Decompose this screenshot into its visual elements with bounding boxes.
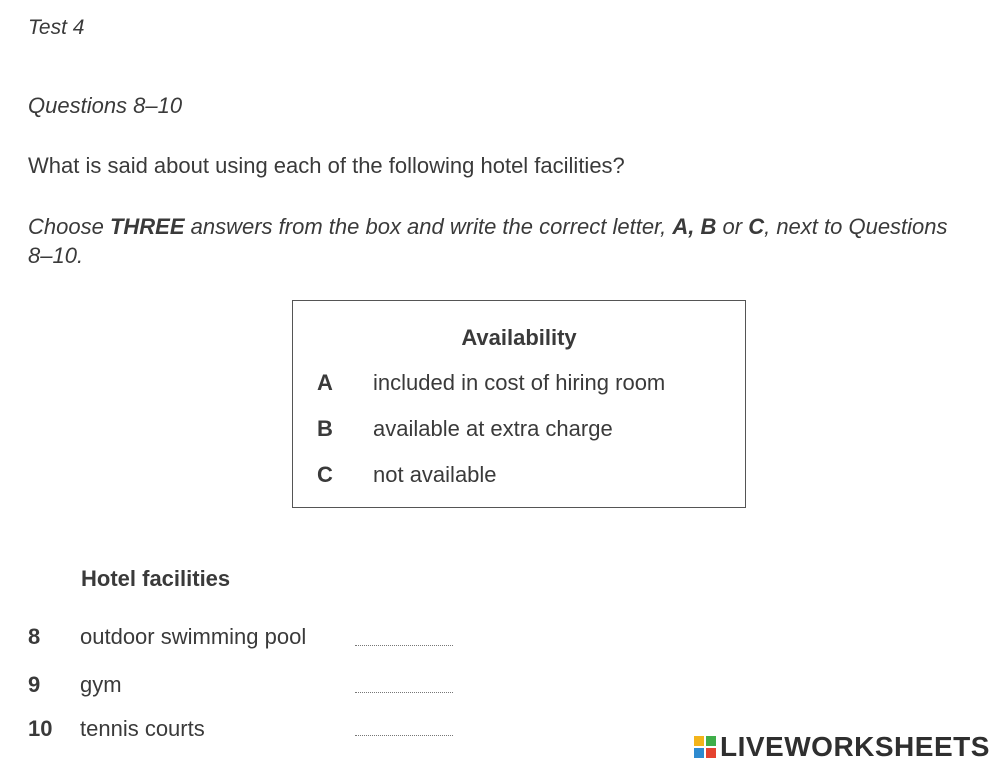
instruction-part: or (716, 214, 749, 239)
answer-blank-9[interactable] (355, 692, 453, 693)
option-letter: B (317, 416, 333, 441)
question-number: 8 (28, 624, 41, 649)
instruction-emphasis: A, B (672, 214, 717, 239)
availability-box (292, 300, 746, 508)
question-text: gym (80, 672, 122, 697)
instruction-emphasis: THREE (109, 214, 185, 239)
question-row-8 (28, 624, 306, 650)
question-number: 9 (28, 672, 41, 697)
question-row-9 (28, 672, 122, 698)
instruction-text (28, 212, 978, 270)
answer-blank-10[interactable] (355, 735, 453, 736)
instruction-part: Choose (28, 214, 110, 239)
facilities-heading: Hotel facilities (81, 566, 231, 591)
instruction-part: answers from the box and write the correct letter, (184, 214, 673, 239)
question-prompt: What is said about using each of the following hotel facilities? (28, 153, 625, 178)
instruction-part: , next to Questions 8–10. (28, 214, 948, 268)
question-row-10 (28, 716, 205, 742)
logo-text: LIVEWORKSHEETS (720, 731, 990, 762)
question-number: 10 (28, 716, 53, 741)
option-a (317, 370, 665, 396)
instruction-emphasis: C (748, 214, 765, 239)
answer-blank-8[interactable] (355, 645, 453, 646)
test-label: Test 4 (28, 16, 85, 39)
question-text: tennis courts (80, 716, 205, 741)
question-text: outdoor swimming pool (80, 624, 307, 649)
option-b (317, 416, 613, 442)
liveworksheets-logo-icon (694, 736, 716, 758)
option-letter: A (317, 370, 333, 395)
box-title-text: Availability (461, 325, 577, 350)
option-text: included in cost of hiring room (373, 370, 666, 395)
questions-heading: Questions 8–10 (28, 93, 183, 118)
option-text: not available (373, 462, 497, 487)
option-letter: C (317, 462, 333, 487)
liveworksheets-logo (694, 731, 990, 763)
box-title (293, 325, 745, 351)
option-c (317, 462, 497, 488)
option-text: available at extra charge (373, 416, 613, 441)
